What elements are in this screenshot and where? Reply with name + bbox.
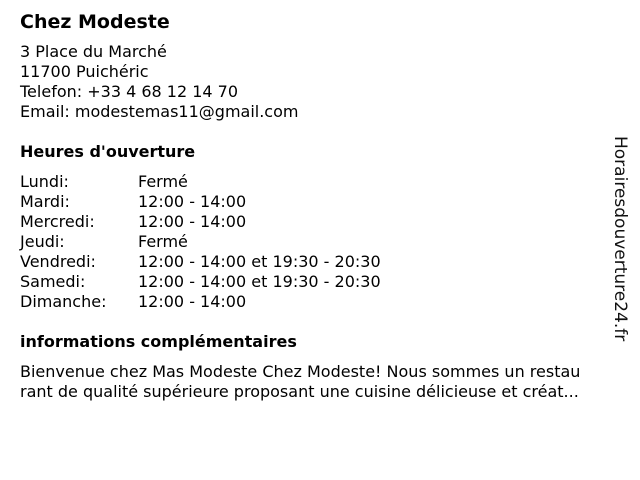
hours-row-saturday (20, 272, 620, 292)
day-hours: 12:00 - 14:00 et 19:30 - 20:30 (138, 252, 381, 271)
hours-row-sunday (20, 292, 620, 312)
day-label: Dimanche: (20, 292, 107, 311)
hours-row-wednesday (20, 212, 620, 232)
address-city: 11700 Puichéric (20, 62, 149, 81)
day-label: Lundi: (20, 172, 69, 191)
day-label: Mercredi: (20, 212, 95, 231)
day-label: Vendredi: (20, 252, 96, 271)
description-line: rant de qualité supérieure proposant une cuisine délicieuse et créat... (20, 382, 579, 401)
day-hours: Fermé (138, 172, 188, 191)
info-heading: informations complémentaires (20, 332, 297, 351)
hours-row-thursday (20, 232, 620, 252)
hours-heading: Heures d'ouverture (20, 142, 196, 161)
day-label: Samedi: (20, 272, 86, 291)
day-hours: 12:00 - 14:00 (138, 212, 247, 231)
description-line: Bienvenue chez Mas Modeste Chez Modeste! Nous sommes un restau (20, 362, 581, 381)
day-hours: Fermé (138, 232, 188, 251)
hours-row-monday (20, 172, 620, 192)
email-address[interactable]: Email: modestemas11@gmail.com (20, 102, 299, 121)
description (20, 362, 624, 402)
day-label: Jeudi: (20, 232, 65, 251)
day-label: Mardi: (20, 192, 70, 211)
business-name: Chez Modeste (20, 11, 170, 33)
address-street: 3 Place du Marché (20, 42, 167, 61)
business-card (20, 10, 620, 402)
hours-table (20, 172, 620, 312)
contact-block (20, 42, 620, 122)
hours-row-tuesday (20, 192, 620, 212)
site-watermark: Horairesdouverture24.fr (610, 136, 630, 342)
day-hours: 12:00 - 14:00 (138, 192, 247, 211)
day-hours: 12:00 - 14:00 (138, 292, 247, 311)
hours-row-friday (20, 252, 620, 272)
day-hours: 12:00 - 14:00 et 19:30 - 20:30 (138, 272, 381, 291)
phone-number[interactable]: Telefon: +33 4 68 12 14 70 (20, 82, 239, 101)
